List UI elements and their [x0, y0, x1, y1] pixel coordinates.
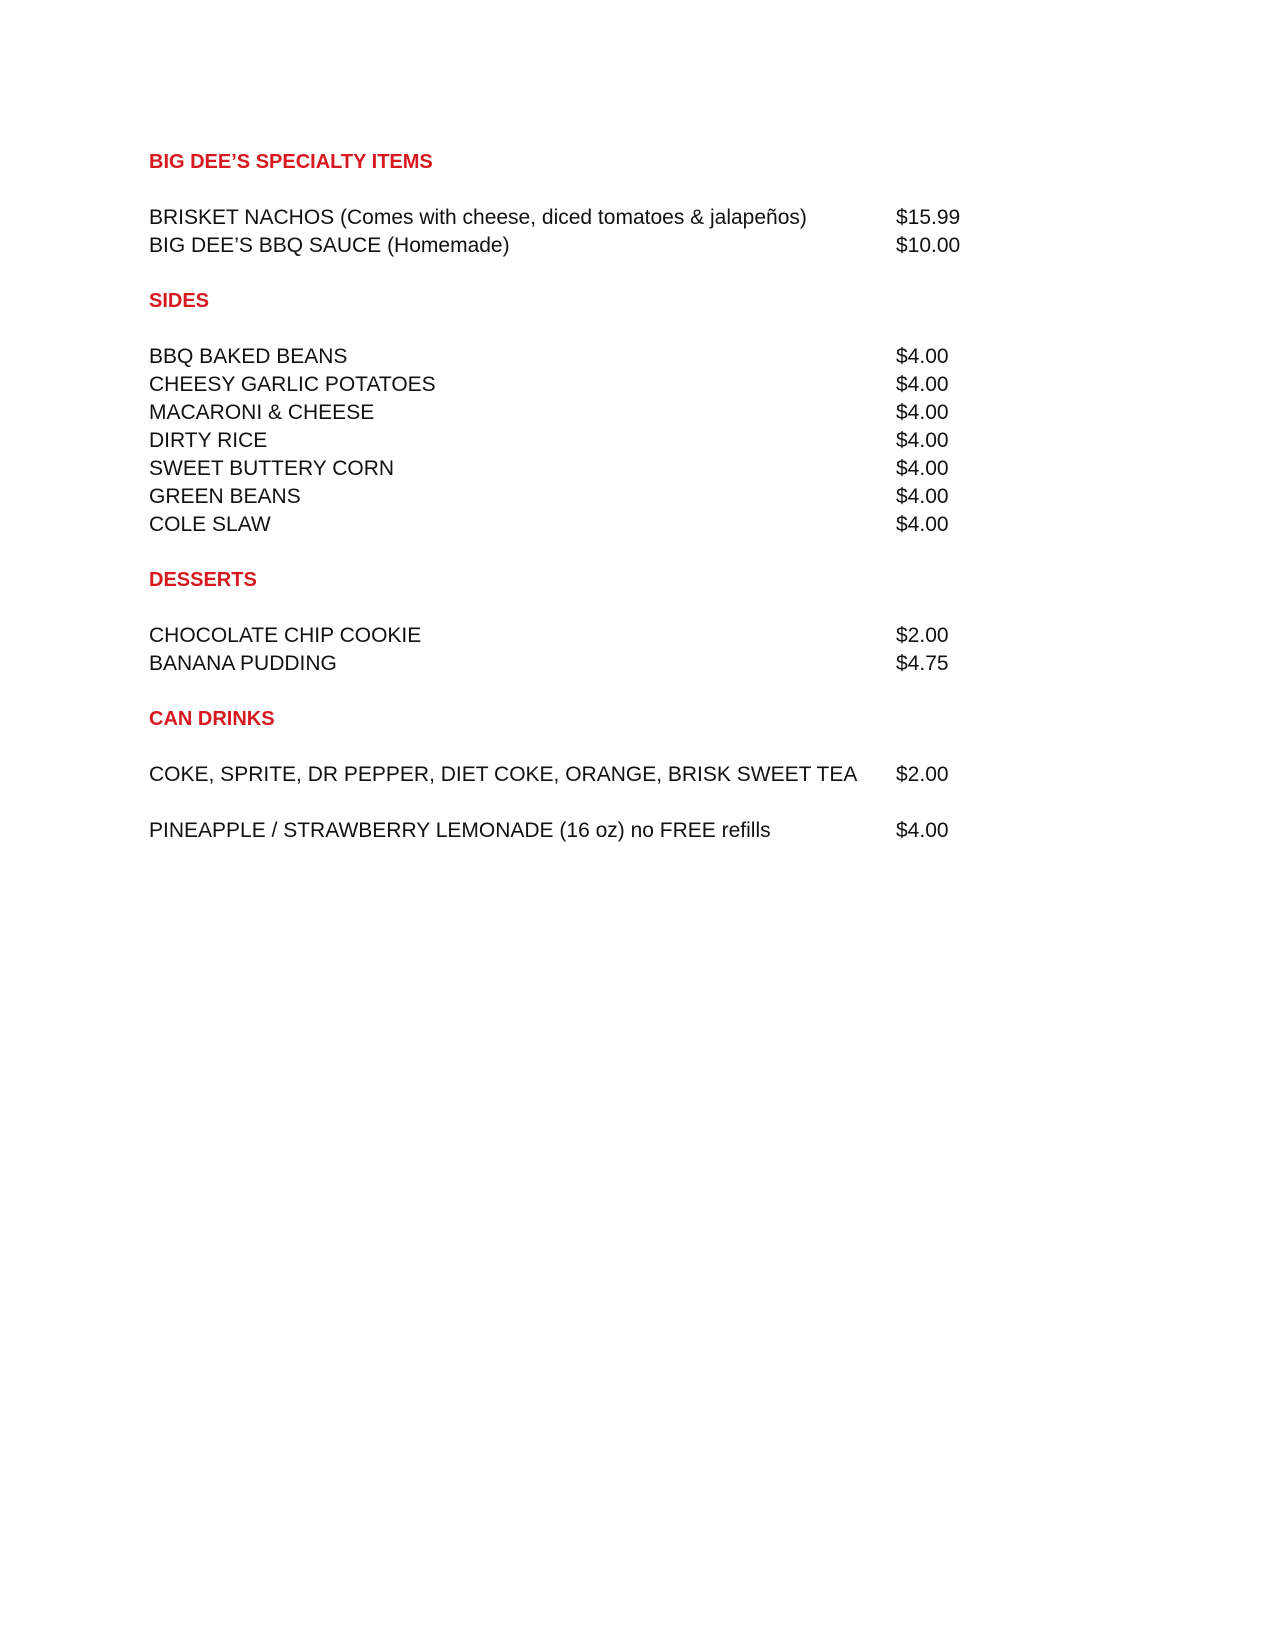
- section-heading-can-drinks: CAN DRINKS: [149, 708, 275, 730]
- item-price: $4.00: [896, 401, 949, 424]
- item-name: SWEET BUTTERY CORN: [149, 457, 395, 480]
- menu-item: [149, 761, 1129, 789]
- item-name: CHOCOLATE CHIP COOKIE: [149, 624, 422, 647]
- menu-item: [149, 343, 1129, 371]
- item-name: MACARONI & CHEESE: [149, 401, 375, 424]
- item-price: $2.00: [896, 763, 949, 786]
- section-heading-sides: SIDES: [149, 290, 210, 312]
- item-name: PINEAPPLE / STRAWBERRY LEMONADE (16 oz) no FREE refills: [149, 819, 771, 842]
- menu-item: [149, 455, 1129, 483]
- item-name: COKE, SPRITE, DR PEPPER, DIET COKE, ORANGE, BRISK SWEET TEA: [149, 763, 858, 786]
- desserts-item-list: [149, 622, 1129, 678]
- menu-page: [149, 148, 1129, 845]
- item-name: COLE SLAW: [149, 513, 271, 536]
- menu-item: [149, 204, 1129, 232]
- drinks-item-list: [149, 761, 1129, 845]
- item-price: $4.00: [896, 457, 949, 480]
- item-price: $4.00: [896, 819, 949, 842]
- item-price: $10.00: [896, 234, 961, 257]
- section-heading-desserts: DESSERTS: [149, 569, 257, 591]
- item-price: $4.00: [896, 345, 949, 368]
- menu-item: [149, 232, 1129, 260]
- menu-item: [149, 483, 1129, 511]
- menu-item: [149, 650, 1129, 678]
- menu-item: [149, 622, 1129, 650]
- item-name: BRISKET NACHOS (Comes with cheese, diced tomatoes & jalapeños): [149, 206, 807, 229]
- item-name: DIRTY RICE: [149, 429, 268, 452]
- spacer: [149, 789, 1129, 817]
- item-price: $4.75: [896, 652, 949, 675]
- menu-item: [149, 427, 1129, 455]
- menu-item: [149, 817, 1129, 845]
- specialty-item-list: [149, 204, 1129, 260]
- item-price: $4.00: [896, 429, 949, 452]
- item-price: $4.00: [896, 373, 949, 396]
- menu-item: [149, 371, 1129, 399]
- sides-item-list: [149, 343, 1129, 539]
- item-price: $4.00: [896, 513, 949, 536]
- item-price: $2.00: [896, 624, 949, 647]
- item-name: GREEN BEANS: [149, 485, 301, 508]
- item-name: CHEESY GARLIC POTATOES: [149, 373, 436, 396]
- item-name: BANANA PUDDING: [149, 652, 337, 675]
- item-price: $4.00: [896, 485, 949, 508]
- item-name: BBQ BAKED BEANS: [149, 345, 348, 368]
- section-heading-specialty: BIG DEE’S SPECIALTY ITEMS: [149, 151, 433, 173]
- menu-item: [149, 399, 1129, 427]
- item-price: $15.99: [896, 206, 961, 229]
- menu-item: [149, 511, 1129, 539]
- item-name: BIG DEE’S BBQ SAUCE (Homemade): [149, 234, 510, 257]
